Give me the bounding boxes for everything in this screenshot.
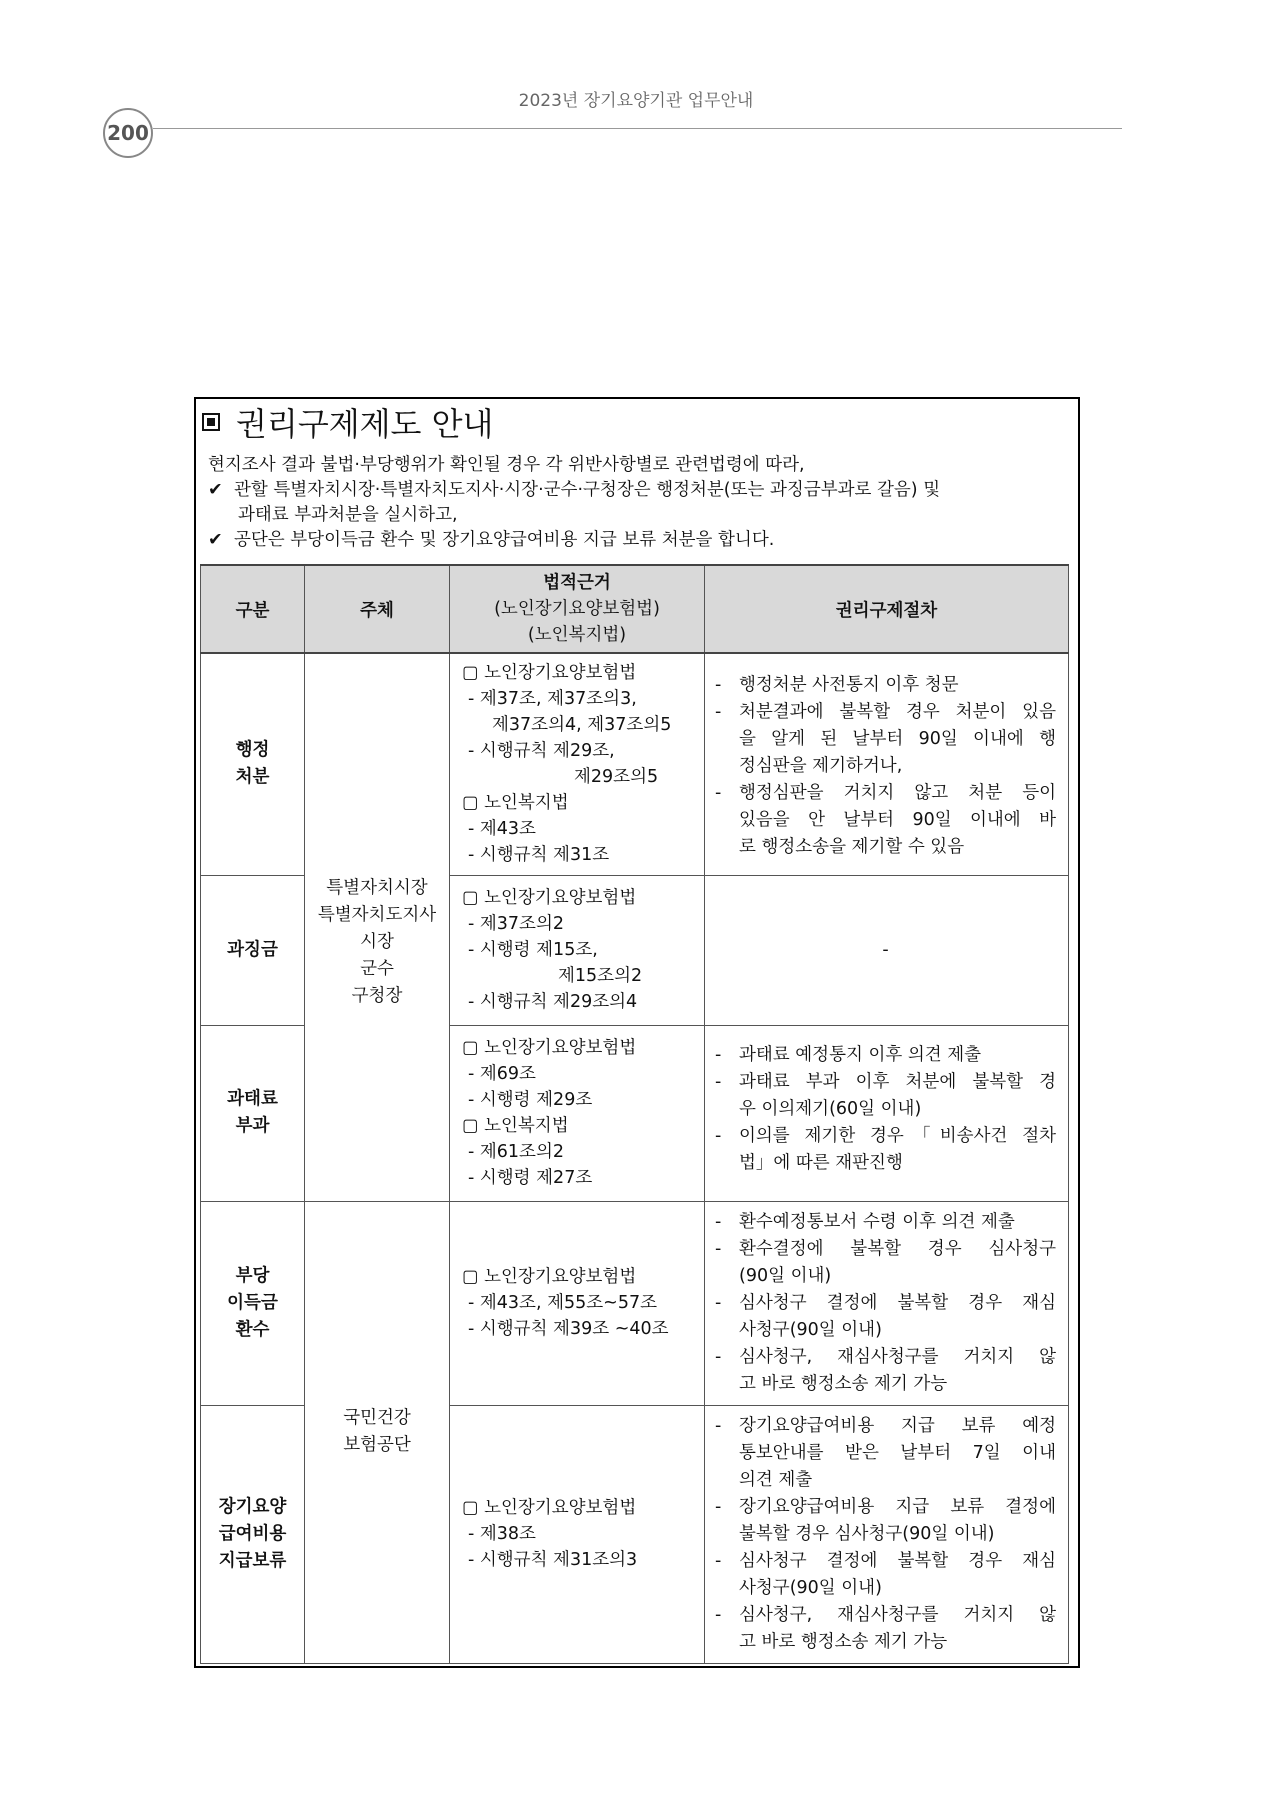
row-category: 과징금	[201, 875, 305, 1025]
intro-line: 과태료 부과처분을 실시하고,	[238, 505, 458, 525]
rights-relief-table	[200, 564, 1069, 1664]
check-icon: ✔	[208, 530, 223, 550]
subject-nhis: 국민건강 보험공단	[305, 1201, 450, 1663]
intro-line-text: 공단은 부당이득금 환수 및 장기요양급여비용 지급 보류 처분을 합니다.	[234, 530, 775, 550]
header-basis: 법적근거 (노인장기요양보험법) (노인복지법)	[450, 565, 705, 653]
table-row	[201, 653, 1069, 875]
row-procedure: - 장기요양급여비용 지급 보류 예정 통보안내를 받은 날부터 7일 이내 의견 제출 - 장기요양급여비용 지급 보류 결정에 불복할 경우 심사청구(90일 이내) - 심사청구 결정에 불복할 경우 재심 사청구(90일 이내) - 심사청구, 재심사청구를 거치지 않 고 바로 행정소송 제기 가능	[705, 1405, 1069, 1663]
row-basis: ▢ 노인장기요양보험법 - 제37조, 제37조의3, 제37조의4, 제37조의5 - 시행규칙 제29조, 제29조의5 ▢ 노인복지법 - 제43조 - 시행규칙 제31조	[450, 653, 705, 875]
row-procedure: - 과태료 예정통지 이후 의견 제출 - 과태료 부과 이후 처분에 불복할 경 우 이의제기(60일 이내) - 이의를 제기한 경우「비송사건 절차 법」에 따른 재판진행	[705, 1025, 1069, 1201]
filled-square-icon	[202, 413, 220, 431]
intro-line: 현지조사 결과 불법·부당행위가 확인될 경우 각 위반사항별로 관련법령에 따라,	[208, 455, 805, 475]
intro-text	[208, 453, 940, 553]
header-subject: 주체	[305, 565, 450, 653]
row-basis: ▢ 노인장기요양보험법 - 제43조, 제55조~57조 - 시행규칙 제39조 ~40조	[450, 1201, 705, 1405]
box-title	[202, 399, 493, 445]
subject-local-government: 특별자치시장 특별자치도지사 시장 군수 구청장	[305, 653, 450, 1201]
header-rule	[153, 128, 1122, 129]
row-procedure: - 행정처분 사전통지 이후 청문 - 처분결과에 불복할 경우 처분이 있음 을 알게 된 날부터 90일 이내에 행 정심판을 제기하거나, - 행정심판을 거치지 않고 처분 등이 있음을 안 날부터 90일 이내에 바 로 행정소송을 제기할 수 있음	[705, 653, 1069, 875]
row-basis: ▢ 노인장기요양보험법 - 제37조의2 - 시행령 제15조, 제15조의2 - 시행규칙 제29조의4	[450, 875, 705, 1025]
row-category: 행정 처분	[201, 653, 305, 875]
header-category: 구분	[201, 565, 305, 653]
row-procedure: -	[705, 875, 1069, 1025]
intro-line	[208, 478, 940, 503]
box-title-text: 권리구제제도 안내	[236, 405, 494, 443]
intro-line	[208, 528, 940, 553]
header-procedure: 권리구제절차	[705, 565, 1069, 653]
row-basis: ▢ 노인장기요양보험법 - 제38조 - 시행규칙 제31조의3	[450, 1405, 705, 1663]
row-category: 장기요양 급여비용 지급보류	[201, 1405, 305, 1663]
check-icon: ✔	[208, 480, 223, 500]
row-category: 부당 이득금 환수	[201, 1201, 305, 1405]
document-header-title: 2023년 장기요양기관 업무안내	[518, 91, 754, 111]
page-number-badge: 200	[103, 108, 153, 158]
intro-line-text: 관할 특별자치시장·특별자치도지사·시장·군수·구청장은 행정처분(또는 과징금부과로 갈음) 및	[234, 480, 941, 500]
row-category: 과태료 부과	[201, 1025, 305, 1201]
rights-relief-info-box	[194, 397, 1080, 1668]
row-procedure: - 환수예정통보서 수령 이후 의견 제출 - 환수결정에 불복할 경우 심사청구 (90일 이내) - 심사청구 결정에 불복할 경우 재심 사청구(90일 이내) - 심사청구, 재심사청구를 거치지 않 고 바로 행정소송 제기 가능	[705, 1201, 1069, 1405]
table-row	[201, 1201, 1069, 1405]
row-basis: ▢ 노인장기요양보험법 - 제69조 - 시행령 제29조 ▢ 노인복지법 - 제61조의2 - 시행령 제27조	[450, 1025, 705, 1201]
table-header-row	[201, 565, 1069, 653]
